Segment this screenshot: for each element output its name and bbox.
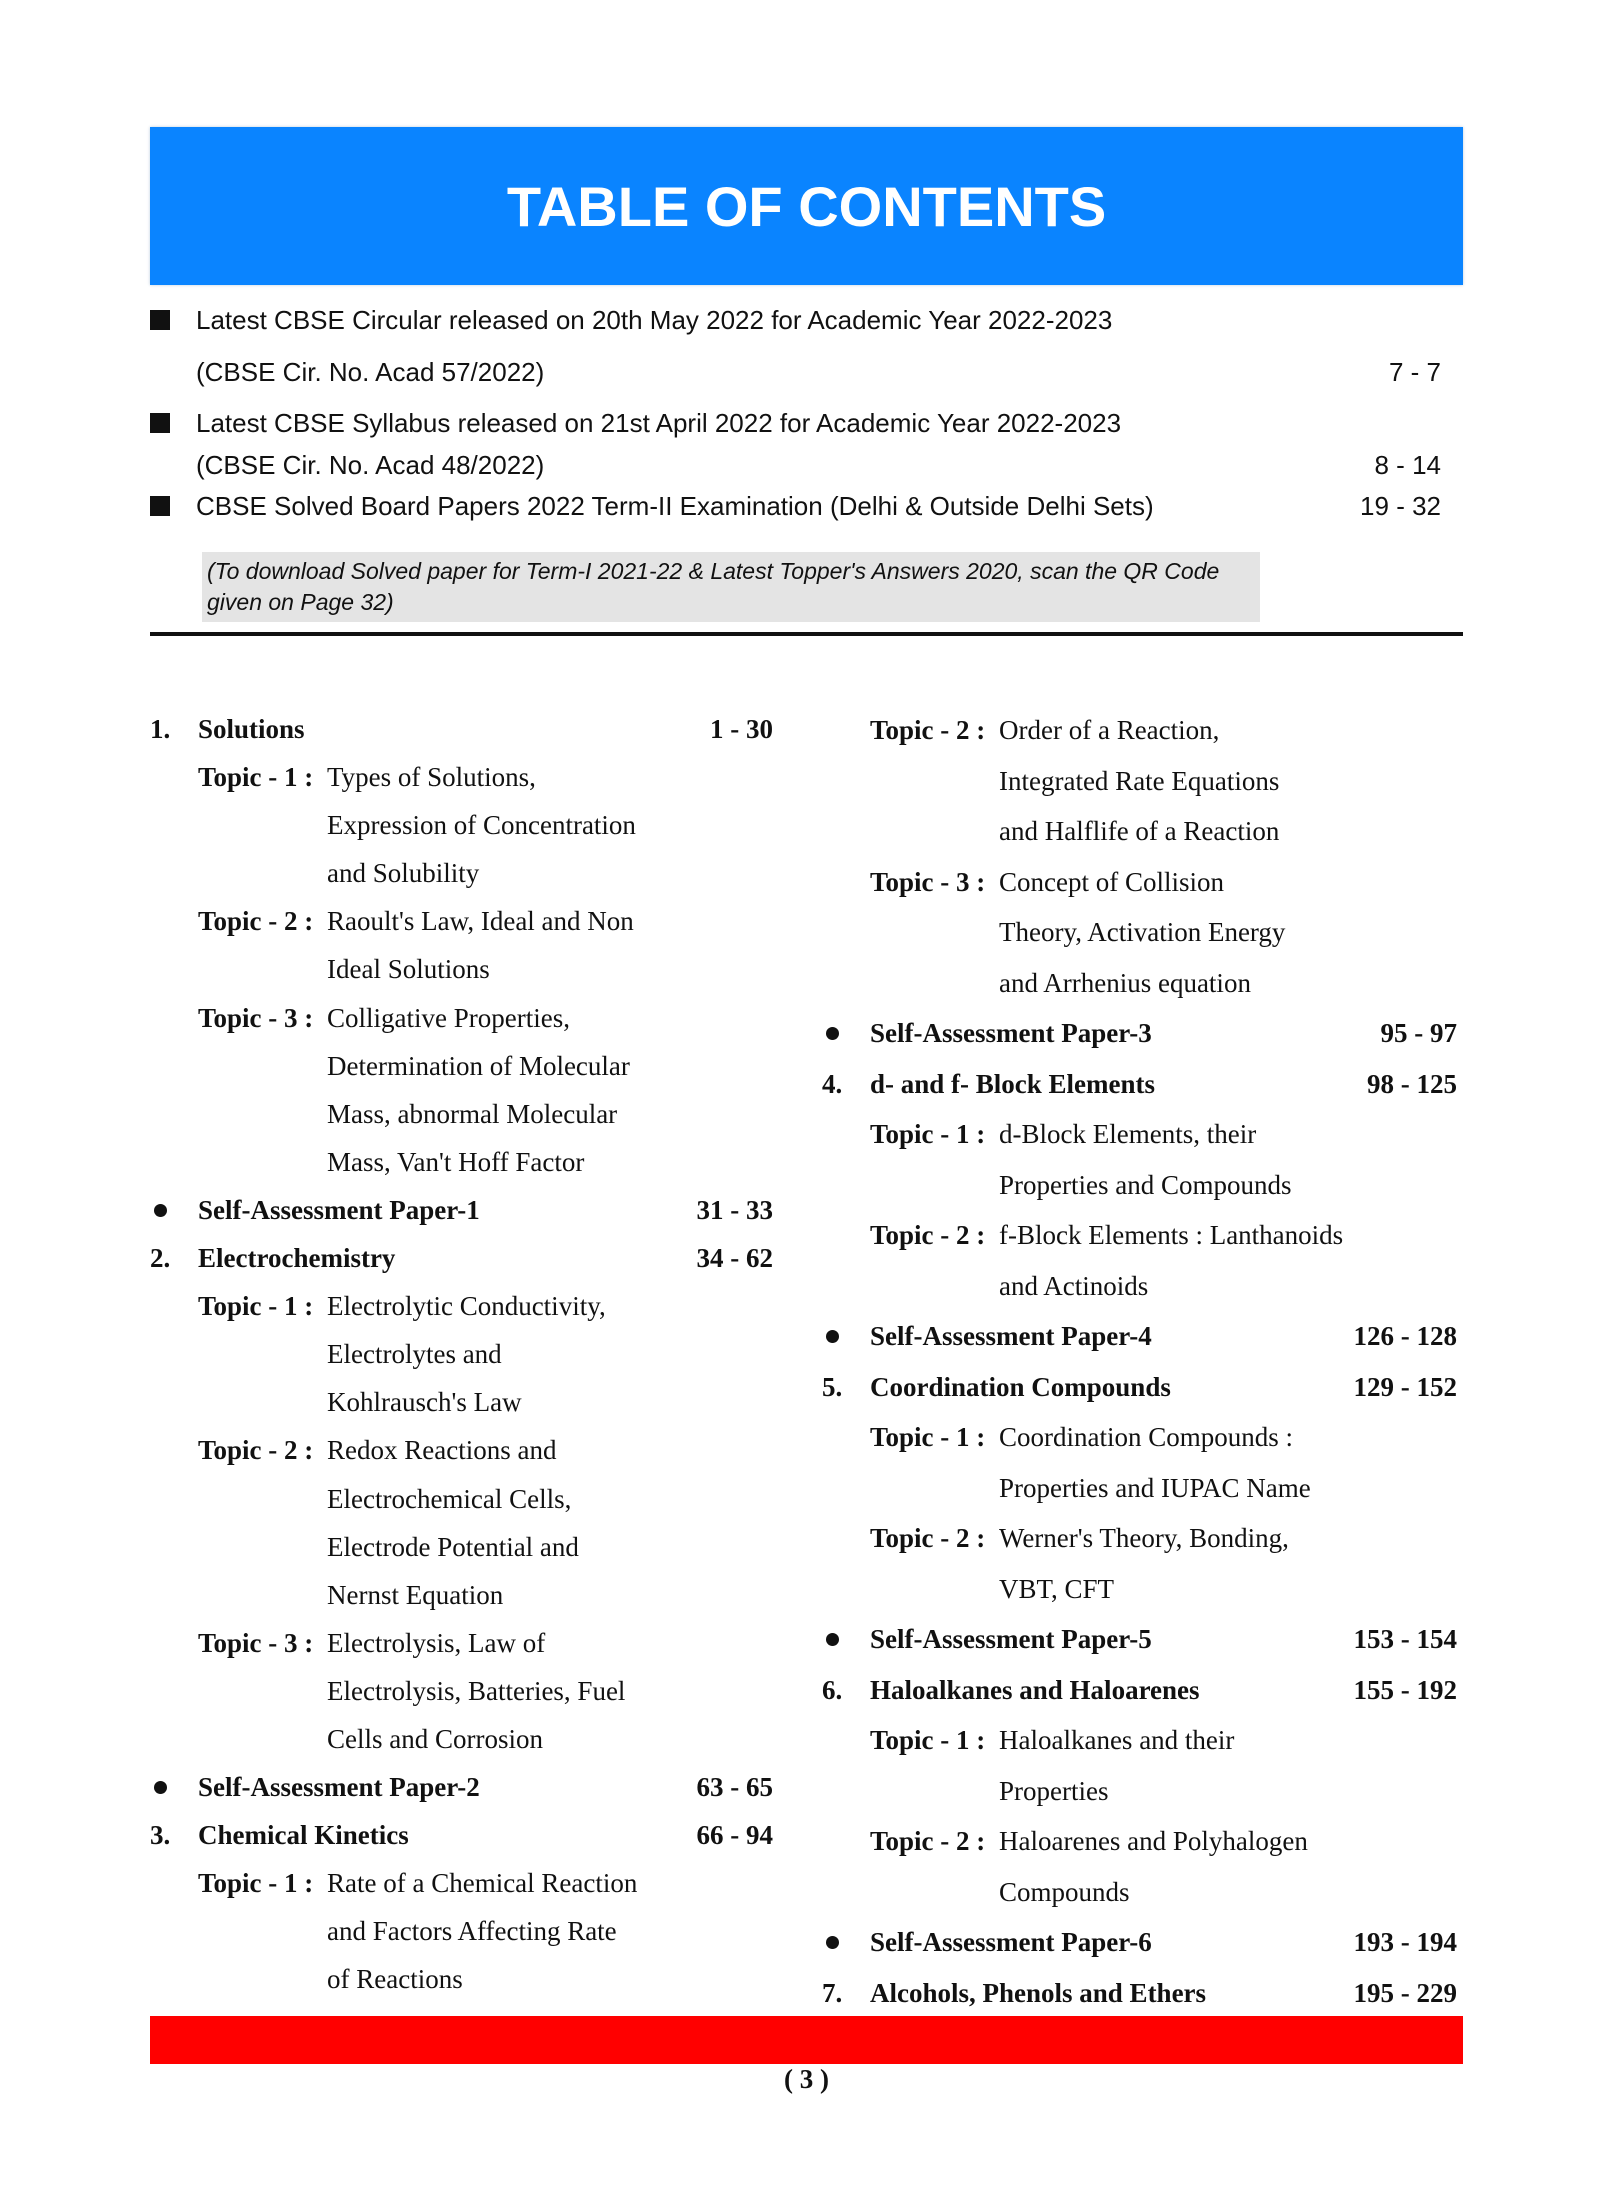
- title-banner: [150, 127, 1463, 285]
- topic-text: Redox Reactions and: [327, 1435, 557, 1466]
- topic-text: Compounds: [999, 1876, 1130, 1907]
- chapter-entry[interactable]: [150, 1811, 780, 1859]
- topic-entry[interactable]: [150, 1138, 780, 1186]
- entry-title: Alcohols, Phenols and Ethers: [870, 1977, 1207, 2008]
- topic-text: Coordination Compounds :: [999, 1422, 1294, 1452]
- topic-text: Nernst Equation: [327, 1579, 504, 1610]
- divider: [150, 632, 1463, 636]
- topic-entry[interactable]: [822, 1867, 1462, 1918]
- topic-text: Electrolytes and: [327, 1339, 502, 1370]
- topic-entry[interactable]: [150, 1667, 780, 1715]
- entry-title: Self-Assessment Paper-4: [870, 1321, 1152, 1351]
- topic-entry[interactable]: [822, 705, 1462, 756]
- topic-text: Mass, abnormal Molecular: [327, 1098, 618, 1129]
- intro-item-pages: 8 - 14: [1374, 450, 1441, 480]
- chapter-entry[interactable]: [822, 1968, 1462, 2019]
- topic-entry[interactable]: [150, 849, 780, 897]
- topic-text: Integrated Rate Equations: [999, 765, 1280, 796]
- intro-item: [150, 300, 1450, 340]
- topic-text: and Arrhenius equation: [999, 967, 1251, 998]
- topic-entry[interactable]: [150, 1715, 780, 1763]
- topic-text: Expression of Concentration: [327, 810, 636, 841]
- topic-label: Topic - 1 :: [198, 762, 314, 793]
- topic-text: of Reactions: [327, 1964, 463, 1995]
- topic-text: Rate of a Chemical Reaction: [327, 1868, 638, 1899]
- topic-text: Haloalkanes and their: [999, 1725, 1235, 1755]
- page-range: 31 - 33: [696, 1194, 773, 1225]
- topic-label: Topic - 3 :: [198, 1627, 314, 1658]
- topic-entry[interactable]: [150, 1042, 780, 1090]
- topic-entry[interactable]: [822, 958, 1462, 1009]
- page-number: ( 3 ): [784, 2064, 829, 2094]
- topic-text: f-Block Elements : Lanthanoids: [999, 1220, 1344, 1250]
- bullet-icon: [154, 1781, 167, 1794]
- note-line: given on Page 32): [207, 589, 394, 615]
- topic-label: Topic - 2 :: [870, 715, 986, 745]
- topic-text: and Halflife of a Reaction: [999, 816, 1280, 846]
- topic-text: VBT, CFT: [999, 1573, 1115, 1604]
- topic-entry[interactable]: [822, 1816, 1462, 1867]
- self-assessment-entry[interactable]: [822, 1311, 1462, 1362]
- self-assessment-entry[interactable]: [150, 1763, 780, 1811]
- topic-entry[interactable]: [150, 897, 780, 945]
- topic-entry[interactable]: [150, 753, 780, 801]
- bullet-icon: [154, 1204, 167, 1217]
- intro-item-text: (CBSE Cir. No. Acad 48/2022): [196, 450, 545, 480]
- intro-item-text: (CBSE Cir. No. Acad 57/2022): [196, 357, 545, 387]
- topic-text: and Actinoids: [999, 1270, 1149, 1301]
- footer-bar: [150, 2016, 1463, 2064]
- self-assessment-entry[interactable]: [822, 1614, 1462, 1665]
- intro-item-pages: 19 - 32: [1360, 491, 1441, 521]
- intro-item-cont: [150, 352, 1450, 392]
- intro-item-text: CBSE Solved Board Papers 2022 Term-II Examination (Delhi & Outside Delhi Sets): [196, 491, 1154, 521]
- entry-title: Self-Assessment Paper-6: [870, 1927, 1152, 1957]
- topic-label: Topic - 1 :: [198, 1291, 314, 1322]
- page-range: 1 - 30: [710, 714, 773, 744]
- chapter-number: 3.: [150, 1820, 171, 1851]
- page-range: 193 - 194: [1353, 1927, 1457, 1957]
- topic-entry[interactable]: [150, 1282, 780, 1330]
- entry-title: Self-Assessment Paper-1: [198, 1194, 480, 1225]
- topic-text: Electrolysis, Batteries, Fuel: [327, 1675, 626, 1706]
- topic-entry[interactable]: [150, 994, 780, 1042]
- chapter-entry[interactable]: [150, 705, 780, 753]
- topic-text: Concept of Collision: [999, 866, 1224, 897]
- entry-title: Haloalkanes and Haloarenes: [870, 1674, 1200, 1705]
- topic-text: Werner's Theory, Bonding,: [999, 1523, 1289, 1553]
- topic-entry[interactable]: [822, 1109, 1462, 1160]
- topic-label: Topic - 2 :: [870, 1220, 986, 1250]
- topic-entry[interactable]: [822, 1412, 1462, 1463]
- intro-item-pages: 7 - 7: [1388, 357, 1441, 387]
- page-range: 126 - 128: [1353, 1321, 1457, 1351]
- topic-entry[interactable]: [822, 806, 1462, 857]
- topic-text: Theory, Activation Energy: [999, 917, 1286, 947]
- toc-right-column: [822, 705, 1462, 2018]
- topic-entry[interactable]: [150, 1426, 780, 1474]
- topic-entry[interactable]: [150, 1955, 780, 2003]
- page-range: 63 - 65: [696, 1772, 773, 1803]
- topic-entry[interactable]: [150, 801, 780, 849]
- self-assessment-entry[interactable]: [822, 1917, 1462, 1968]
- square-bullet-icon: [150, 413, 170, 433]
- topic-label: Topic - 2 :: [198, 906, 314, 937]
- topic-label: Topic - 3 :: [198, 1002, 314, 1033]
- chapter-entry[interactable]: [822, 1665, 1462, 1716]
- self-assessment-entry[interactable]: [150, 1186, 780, 1234]
- topic-entry[interactable]: [822, 1261, 1462, 1312]
- topic-entry[interactable]: [150, 1571, 780, 1619]
- topic-text: Properties and IUPAC Name: [999, 1472, 1311, 1503]
- topic-entry[interactable]: [150, 1090, 780, 1138]
- chapter-number: 6.: [822, 1674, 843, 1705]
- topic-text: Determination of Molecular: [327, 1050, 630, 1081]
- page-title: TABLE OF CONTENTS: [506, 174, 1107, 238]
- entry-title: d- and f- Block Elements: [870, 1068, 1156, 1099]
- chapter-number: 4.: [822, 1068, 843, 1099]
- topic-entry[interactable]: [822, 1715, 1462, 1766]
- page-range: 195 - 229: [1353, 1977, 1457, 2008]
- intro-item: [150, 486, 1450, 526]
- topic-label: Topic - 2 :: [870, 1523, 986, 1553]
- topic-text: Ideal Solutions: [327, 954, 490, 985]
- bullet-icon: [826, 1633, 839, 1646]
- topic-entry[interactable]: [822, 1463, 1462, 1514]
- topic-text: Colligative Properties,: [327, 1002, 570, 1033]
- topic-label: Topic - 1 :: [870, 1422, 986, 1452]
- chapter-number: 5.: [822, 1371, 843, 1402]
- intro-item-cont: [150, 445, 1450, 485]
- chapter-entry[interactable]: [822, 1362, 1462, 1413]
- entry-title: Electrochemistry: [198, 1243, 396, 1274]
- topic-entry[interactable]: [150, 1859, 780, 1907]
- bullet-icon: [826, 1027, 839, 1040]
- topic-entry[interactable]: [822, 1210, 1462, 1261]
- topic-text: Haloarenes and Polyhalogen: [999, 1826, 1308, 1856]
- topic-label: Topic - 1 :: [870, 1725, 986, 1755]
- note-line: (To download Solved paper for Term-I 2021-22 & Latest Topper's Answers 2020, scan the QR Code: [207, 558, 1220, 584]
- topic-label: Topic - 2 :: [870, 1826, 986, 1856]
- topic-entry[interactable]: [822, 1160, 1462, 1211]
- topic-entry[interactable]: [822, 756, 1462, 807]
- topic-entry[interactable]: [150, 1523, 780, 1571]
- topic-label: Topic - 3 :: [870, 866, 986, 897]
- topic-text: Mass, Van't Hoff Factor: [327, 1146, 585, 1177]
- toc-left-column: [150, 705, 780, 2004]
- intro-item: [150, 403, 1450, 443]
- topic-entry[interactable]: [150, 1378, 780, 1426]
- topic-text: Raoult's Law, Ideal and Non: [327, 906, 634, 937]
- chapter-number: 1.: [150, 714, 171, 744]
- square-bullet-icon: [150, 496, 170, 516]
- topic-text: Kohlrausch's Law: [327, 1387, 522, 1418]
- topic-text: Electrolytic Conductivity,: [327, 1291, 606, 1322]
- topic-entry[interactable]: [822, 1564, 1462, 1615]
- topic-text: Types of Solutions,: [327, 762, 536, 793]
- chapter-entry[interactable]: [150, 1234, 780, 1282]
- topic-text: Properties and Compounds: [999, 1169, 1292, 1200]
- chapter-number: 2.: [150, 1243, 171, 1274]
- entry-title: Chemical Kinetics: [198, 1820, 409, 1851]
- topic-text: and Factors Affecting Rate: [327, 1916, 617, 1947]
- qr-code-note: [202, 552, 1260, 622]
- topic-text: and Solubility: [327, 858, 480, 889]
- topic-entry[interactable]: [150, 1330, 780, 1378]
- intro-item-text: Latest CBSE Syllabus released on 21st April 2022 for Academic Year 2022-2023: [196, 408, 1122, 438]
- page-range: 66 - 94: [696, 1820, 773, 1851]
- topic-entry[interactable]: [150, 1907, 780, 1955]
- topic-text: Cells and Corrosion: [327, 1723, 543, 1754]
- topic-text: Electrochemical Cells,: [327, 1483, 572, 1514]
- entry-title: Self-Assessment Paper-5: [870, 1624, 1152, 1654]
- topic-entry[interactable]: [822, 1766, 1462, 1817]
- topic-entry[interactable]: [822, 857, 1462, 908]
- topic-text: Order of a Reaction,: [999, 715, 1220, 745]
- topic-text: Electrolysis, Law of: [327, 1627, 546, 1658]
- topic-label: Topic - 1 :: [870, 1119, 986, 1149]
- intro-item-text: Latest CBSE Circular released on 20th May 2022 for Academic Year 2022-2023: [196, 305, 1113, 335]
- topic-label: Topic - 2 :: [198, 1435, 314, 1466]
- topic-text: d-Block Elements, their: [999, 1119, 1257, 1149]
- page-range: 153 - 154: [1353, 1624, 1457, 1654]
- page-range: 129 - 152: [1353, 1371, 1457, 1402]
- topic-text: Electrode Potential and: [327, 1531, 579, 1562]
- square-bullet-icon: [150, 310, 170, 330]
- chapter-entry[interactable]: [822, 1059, 1462, 1110]
- topic-text: Properties: [999, 1775, 1109, 1806]
- entry-title: Coordination Compounds: [870, 1371, 1171, 1402]
- topic-entry[interactable]: [150, 1475, 780, 1523]
- entry-title: Self-Assessment Paper-2: [198, 1772, 480, 1803]
- page-range: 98 - 125: [1367, 1068, 1457, 1099]
- topic-entry[interactable]: [150, 1619, 780, 1667]
- topic-entry[interactable]: [822, 907, 1462, 958]
- page-range: 155 - 192: [1353, 1674, 1457, 1705]
- chapter-number: 7.: [822, 1977, 843, 2008]
- topic-entry[interactable]: [150, 945, 780, 993]
- page-range: 95 - 97: [1380, 1018, 1457, 1048]
- topic-entry[interactable]: [822, 1513, 1462, 1564]
- entry-title: Solutions: [198, 714, 305, 744]
- topic-label: Topic - 1 :: [198, 1868, 314, 1899]
- bullet-icon: [826, 1330, 839, 1343]
- page-range: 34 - 62: [696, 1243, 773, 1274]
- self-assessment-entry[interactable]: [822, 1008, 1462, 1059]
- entry-title: Self-Assessment Paper-3: [870, 1018, 1152, 1048]
- bullet-icon: [826, 1936, 839, 1949]
